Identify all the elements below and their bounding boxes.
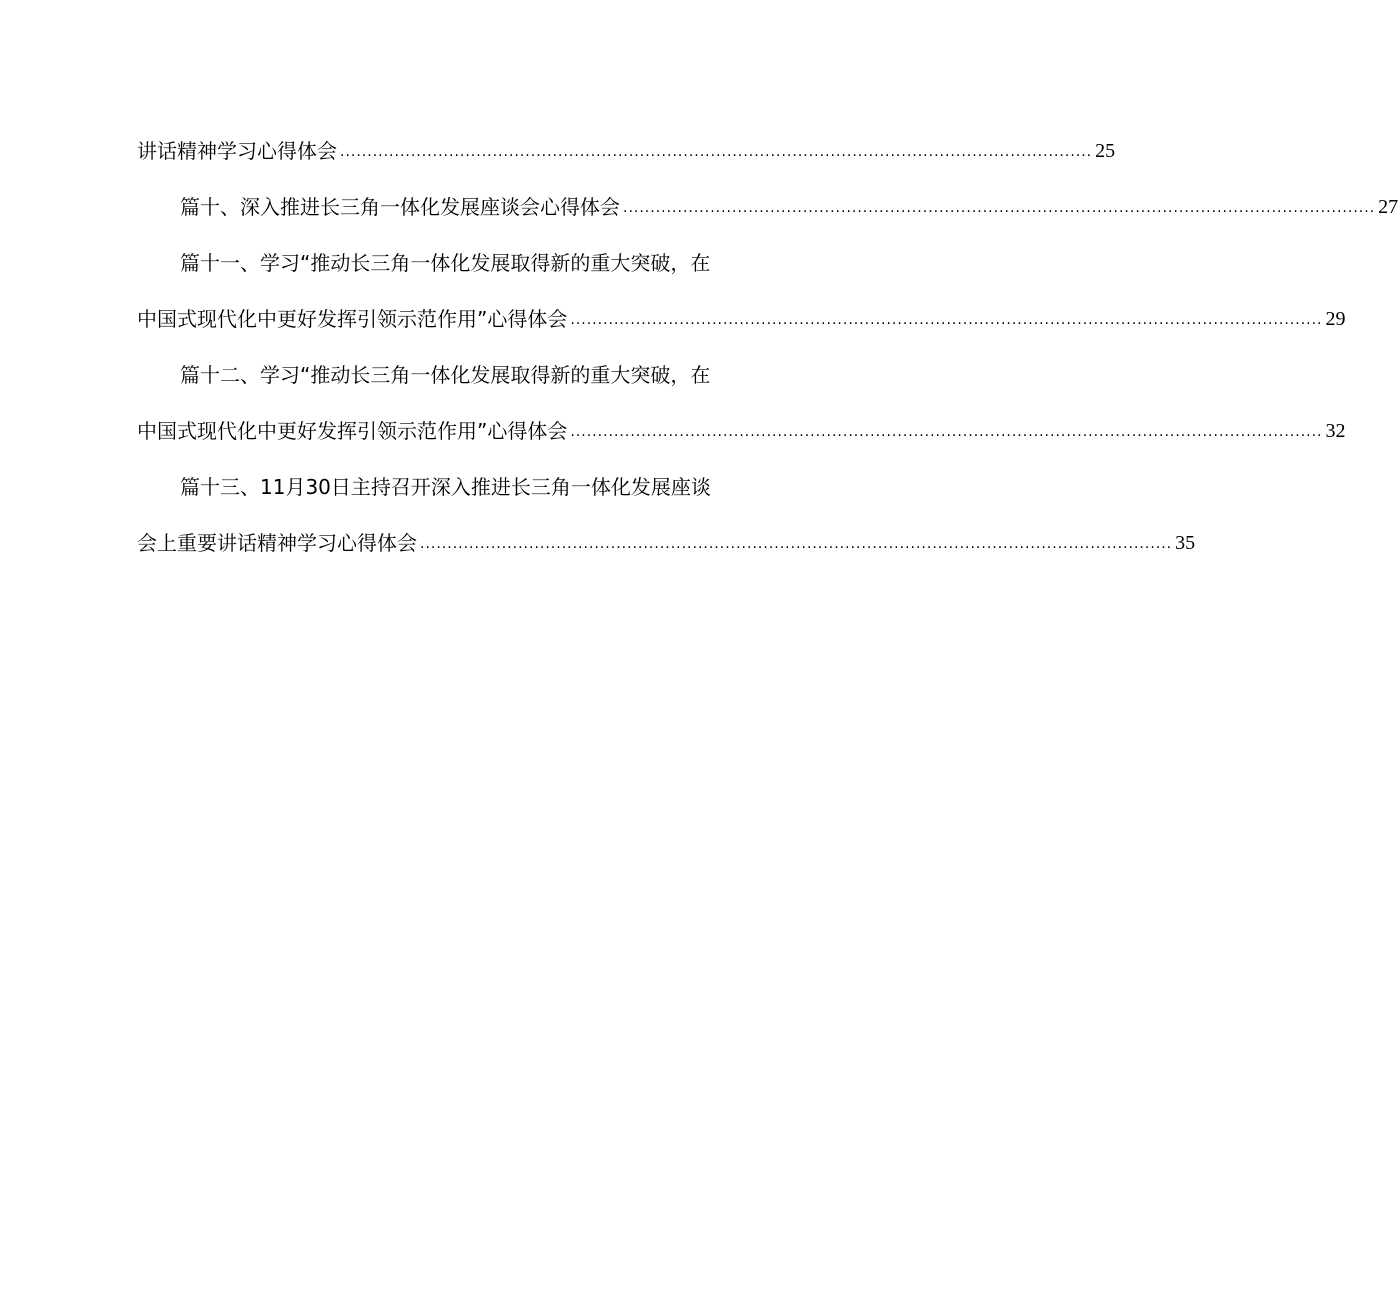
toc-page-number: 27 bbox=[1378, 196, 1398, 218]
toc-entry-title-line[interactable]: 篇十一、学习“推动长三角一体化发展取得新的重大突破，在 bbox=[180, 251, 711, 275]
toc-dot-leader: .......................................................................................................................................... bbox=[420, 536, 1173, 552]
toc-entry-title: 中国式现代化中更好发挥引领示范作用”心得体会 bbox=[137, 307, 568, 331]
toc-entry[interactable] bbox=[180, 187, 1398, 219]
toc-page-number: 29 bbox=[1325, 308, 1346, 330]
toc-entry-title-line[interactable]: 篇十三、11月30日主持召开深入推进长三角一体化发展座谈 bbox=[180, 475, 711, 499]
toc-dot-leader: .......................................................................................................................................... bbox=[570, 312, 1323, 328]
toc-page-number: 25 bbox=[1095, 140, 1116, 162]
toc-entry[interactable] bbox=[137, 131, 1116, 163]
toc-page-number: 32 bbox=[1325, 420, 1346, 442]
toc-entry[interactable] bbox=[137, 523, 1196, 555]
toc-dot-leader: .......................................................................................................................................... bbox=[570, 424, 1323, 440]
toc-entry-title: 中国式现代化中更好发挥引领示范作用”心得体会 bbox=[137, 419, 568, 443]
toc-entry-title: 会上重要讲话精神学习心得体会 bbox=[137, 531, 417, 555]
toc-entry[interactable] bbox=[137, 299, 1346, 331]
toc-entry[interactable] bbox=[137, 411, 1346, 443]
toc-entry-title: 讲话精神学习心得体会 bbox=[137, 139, 337, 163]
toc-entry-title: 篇十、深入推进长三角一体化发展座谈会心得体会 bbox=[180, 195, 620, 219]
toc-dot-leader: .......................................................................................................................................... bbox=[340, 144, 1093, 160]
toc-entry-title-line[interactable]: 篇十二、学习“推动长三角一体化发展取得新的重大突破，在 bbox=[180, 363, 711, 387]
toc-page-number: 35 bbox=[1175, 532, 1196, 554]
toc-dot-leader: .......................................................................................................................................... bbox=[623, 200, 1376, 216]
